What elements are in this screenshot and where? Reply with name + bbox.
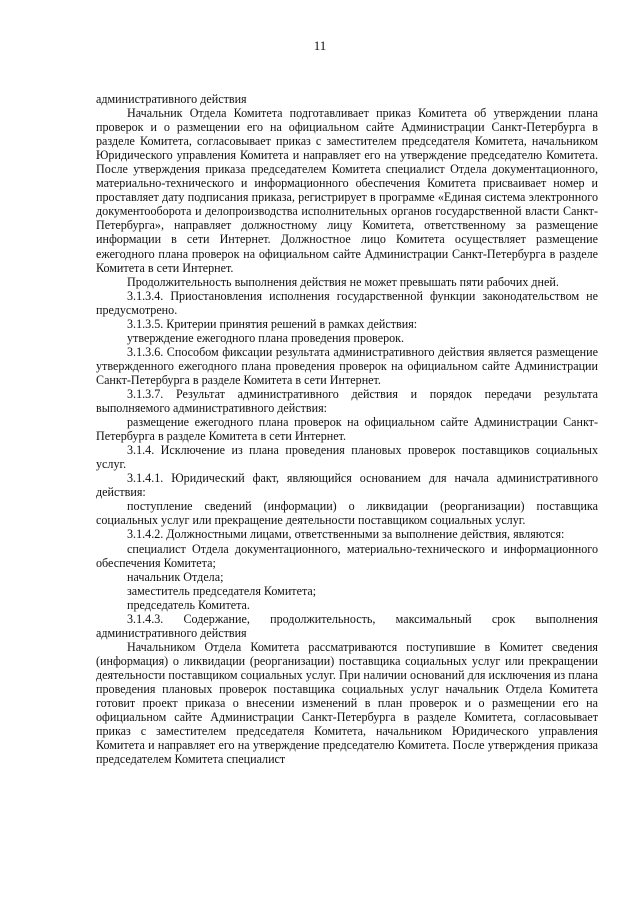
paragraph: 3.1.4.3. Содержание, продолжительность, максимальный срок выполнения административного действия [96, 611, 598, 640]
page-number: 11 [313, 38, 327, 53]
paragraph: Начальник Отдела Комитета подготавливает приказ Комитета об утверждении плана проверок и о размещении его на официальном сайте Администрации Санкт-Петербурга в разделе Комитета, согласовывает приказ с заместителем председателя Комитета, начальником Юридического управления Комитета и направляет его на утверждение председателю Комитета. После утверждения приказа председателем Комитета специалист Отдела документационного, материально-технического и информационного обеспечения Комитета присваивает номер и проставляет дату подписания приказа, регистрирует в программе «Единая система электронного документооборота и делопроизводства исполнительных органов государственной власти Санкт-Петербурга», направляет должностному лицу Комитета, ответственному за размещение информации в сети Интернет. Должностное лицо Комитета осуществляет размещение ежегодного плана проверок на официальном сайте Администрации Санкт-Петербурга в разделе Комитета в сети Интернет. [96, 106, 598, 275]
document-body [96, 92, 598, 766]
paragraph: 3.1.3.4. Приостановления исполнения государственной функции законодательством не предусмотрено. [96, 288, 598, 317]
paragraph: заместитель председателя Комитета; [127, 583, 317, 598]
paragraph: председатель Комитета. [127, 597, 250, 612]
paragraph: Продолжительность выполнения действия не может превышать пяти рабочих дней. [127, 274, 559, 289]
paragraph: поступление сведений (информации) о ликвидации (реорганизации) поставщика социальных услуг или прекращение деятельности поставщиком социальных услуг. [96, 499, 598, 528]
paragraph: 3.1.3.7. Результат административного действия и порядок передачи результата выполняемого административного действия: [96, 386, 598, 416]
paragraph: 3.1.4.1. Юридический факт, являющийся основанием для начала административного действия: [96, 471, 598, 500]
paragraph: специалист Отдела документационного, материально-технического и информационного обеспечения Комитета; [96, 541, 598, 570]
paragraph: 3.1.3.5. Критерии принятия решений в рамках действия: [127, 316, 418, 331]
paragraph: 3.1.3.6. Способом фиксации результата административного действия является размещение утвержденного ежегодного плана проведения проверок на официальном сайте Администрации Санкт-Петербурга в разделе Комитета в сети Интернет. [96, 344, 598, 387]
paragraph: административного действия [96, 92, 247, 106]
paragraph: 3.1.4.2. Должностными лицами, ответственными за выполнение действия, являются: [127, 527, 565, 542]
paragraph: 3.1.4. Исключение из плана проведения плановых проверок поставщиков социальных услуг. [96, 443, 598, 472]
paragraph: Начальником Отдела Комитета рассматриваются поступившие в Комитет сведения (информация) о ликвидации (реорганизации) поставщика социальных услуг или прекращении деятельности поставщиком социальных услуг. При наличии оснований для исключения из плана проведения плановых проверок поставщика социальных услуг начальник Отдела Комитета готовит проект приказа о внесении изменений в план проверок и о размещении его на официальном сайте Администрации Санкт-Петербурга в разделе Комитета, согласовывает приказ с заместителем председателя Комитета, начальником Юридического управления Комитета и направляет его на утверждение председателю Комитета. После утверждения приказа председателем Комитета специалист [96, 639, 598, 767]
paragraph: размещение ежегодного плана проверок на официальном сайте Администрации Санкт-Петербурга в разделе Комитета в сети Интернет. [96, 415, 598, 444]
paragraph: утверждение ежегодного плана проведения проверок. [127, 330, 405, 345]
paragraph: начальник Отдела; [127, 569, 224, 584]
